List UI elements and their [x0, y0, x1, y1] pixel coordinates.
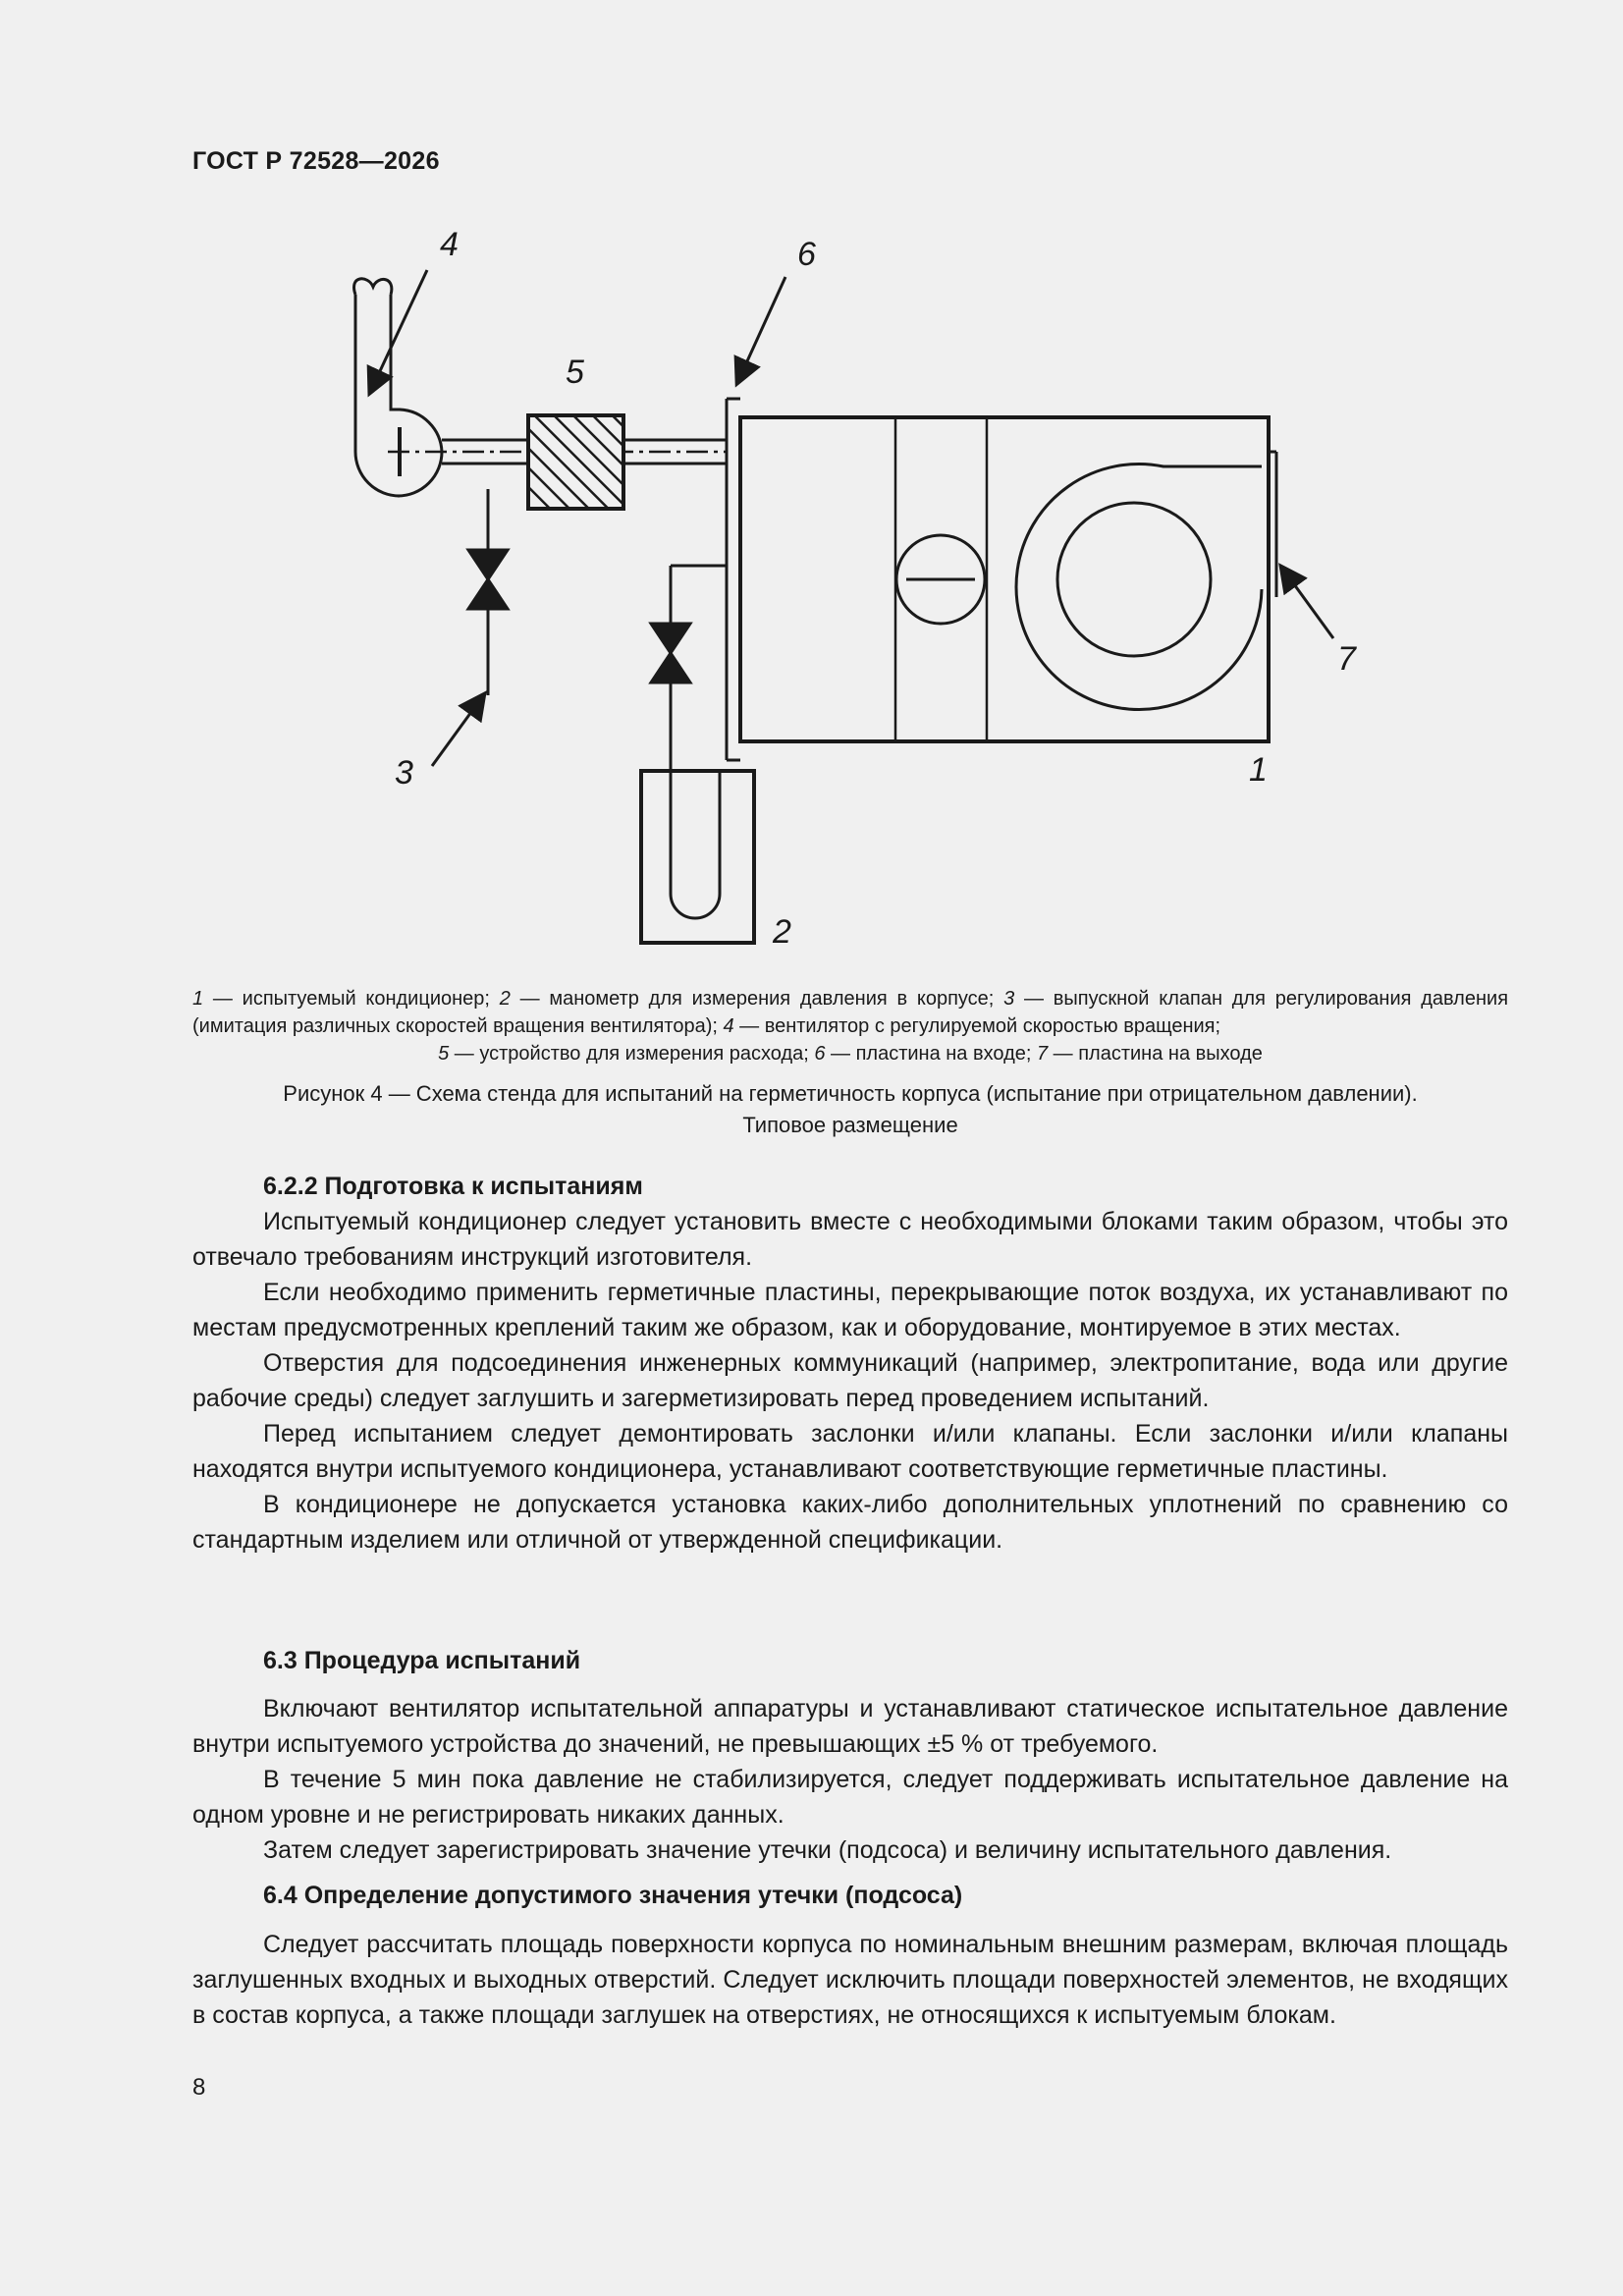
paragraph: Если необходимо применить герметичные пластины, перекрывающие поток воздуха, их устанавливают по местам предусмотренных креплений таким же образом, как и оборудование, монтируемое в этих местах. [192, 1279, 1508, 1341]
paragraph: Отверстия для подсоединения инженерных коммуникаций (например, электропитание, вода или другие рабочие среды) следует заглушить и загерметизировать перед проведением испытаний. [192, 1349, 1508, 1412]
label-4: 4 [440, 226, 459, 263]
paragraph: Следует рассчитать площадь поверхности корпуса по номинальным внешним размерам, включая площадь заглушенных входных и выходных отверстий. Следует исключить площади поверхностей элементов, не входящих в состав корпуса, а также площади заглушек на отверстиях, не относящихся к испытуемым блокам. [192, 1931, 1508, 2029]
document-header: ГОСТ Р 72528—2026 [192, 147, 440, 175]
section-title: 6.4 Определение допустимого значения утечки (подсоса) [263, 1882, 963, 1909]
label-5: 5 [566, 354, 584, 391]
label-1: 1 [1249, 751, 1268, 789]
figure-caption: Рисунок 4 — Схема стенда для испытаний на герметичность корпуса (испытание при отрицательном давлении). Типовое размещение [283, 1081, 1418, 1137]
section-6-4-heading [192, 1878, 1508, 1913]
section-title: 6.3 Процедура испытаний [263, 1647, 581, 1674]
relief-valve-symbol [468, 489, 508, 695]
section-6-2-2 [192, 1169, 1508, 1558]
leader-lines [379, 270, 1333, 766]
label-2: 2 [773, 913, 791, 951]
manometer-symbol [641, 566, 754, 943]
paragraph: Затем следует зарегистрировать значение утечки (подсоса) и величину испытательного давления. [263, 1836, 1392, 1864]
page-number: 8 [192, 2074, 206, 2101]
fan-symbol [354, 279, 442, 496]
label-6: 6 [797, 236, 816, 273]
paragraph: Испытуемый кондиционер следует установить вместе с необходимыми блоками таким образом, чтобы это отвечало требованиям инструкций изготовителя. [192, 1208, 1508, 1271]
paragraph: В кондиционере не допускается установка каких-либо дополнительных уплотнений по сравнению со стандартным изделием или отличной от утвержденной спецификации. [192, 1491, 1508, 1554]
section-6-3 [192, 1691, 1508, 1868]
test-bench-diagram [295, 216, 1356, 972]
paragraph: Перед испытанием следует демонтировать заслонки и/или клапаны. Если заслонки и/или клапаны находятся внутри испытуемого кондиционера, устанавливают соответствующие герметичные пластины. [192, 1420, 1508, 1483]
section-6-4 [192, 1927, 1508, 2033]
flow-meter-symbol [528, 415, 623, 509]
section-title: 6.2.2 Подготовка к испытаниям [263, 1173, 643, 1200]
figure-legend: 1 — испытуемый кондиционер; 2 — манометр для измерения давления в корпусе; 3 — выпускной клапан для регулирования давления (имитация различных скоростей вращения вентилятора); 4 — вентилятор с регулируемой скоростью вращения; 5 — устройство для измерения расхода; 6 — пластина на входе; 7 — пластина на выходе [192, 988, 1509, 1065]
air-handling-unit [740, 417, 1276, 741]
paragraph: Включают вентилятор испытательной аппаратуры и устанавливают статическое испытательное давление внутри испытуемого устройства до значений, не превышающих ±5 % от требуемого. [192, 1695, 1508, 1758]
label-7: 7 [1337, 640, 1356, 678]
section-6-3-heading [192, 1643, 1508, 1678]
label-3: 3 [395, 754, 413, 792]
inlet-plate [727, 399, 740, 760]
paragraph: В течение 5 мин пока давление не стабилизируется, следует поддерживать испытательное давление на одном уровне и не регистрировать никаких данных. [192, 1766, 1508, 1829]
